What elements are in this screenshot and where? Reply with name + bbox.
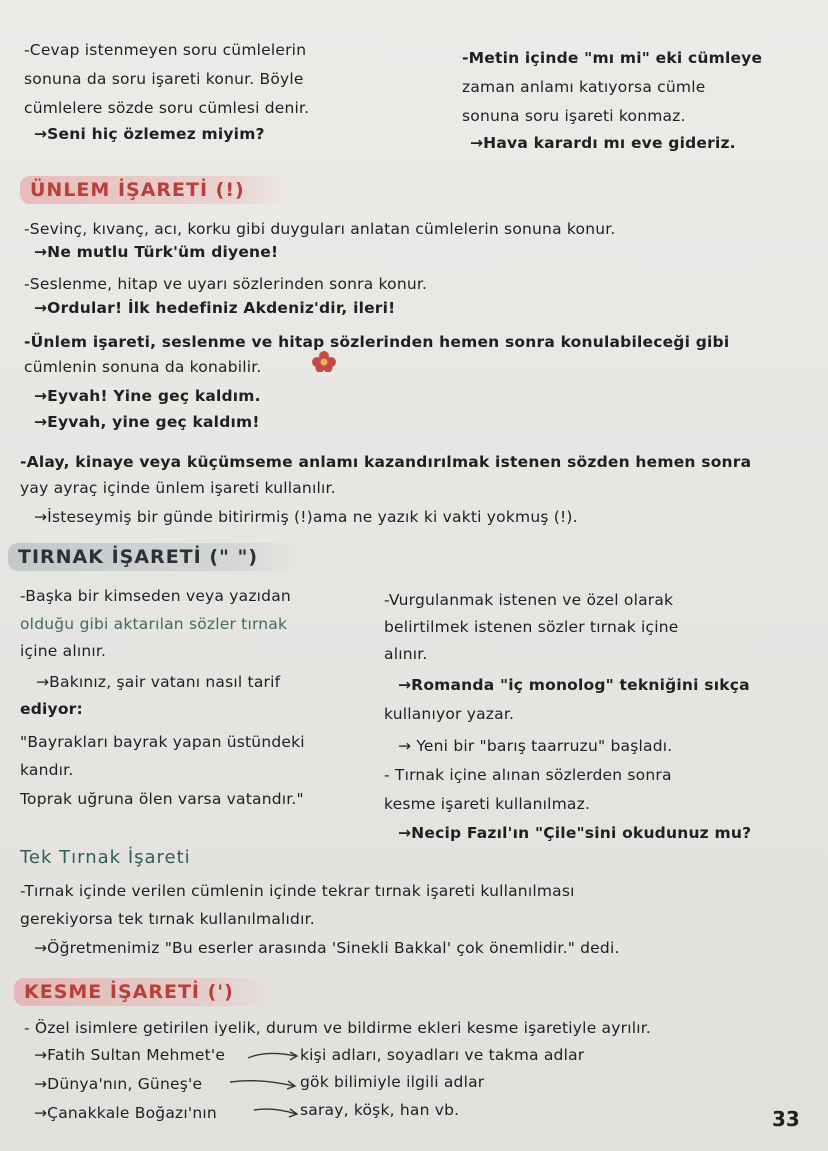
top-right-line-1: -Metin içinde "mı mi" eki cümleye [462,49,763,67]
unlem-heading: ÜNLEM İŞARETİ (!) [20,176,288,204]
tirnak-right-line-4: →Romanda "iç monolog" tekniğini sıkça [398,676,750,694]
top-right-example: →Hava karardı mı eve gideriz. [470,134,736,152]
unlem-rule-3-line-1: -Ünlem işareti, seslenme ve hitap sözlerinden hemen sonra konulabileceği gibi [24,333,730,351]
curved-arrow-icon [246,1050,302,1064]
curved-arrow-icon [228,1076,300,1090]
kesme-example-1: →Fatih Sultan Mehmet'e [34,1046,226,1064]
tirnak-right-line-8: kesme işareti kullanılmaz. [384,795,591,813]
unlem-rule-4-line-1: -Alay, kinaye veya küçümseme anlamı kazandırılmak istenen sözden hemen sonra [20,453,752,471]
unlem-example-1: →Ne mutlu Türk'üm diyene! [34,243,279,261]
tirnak-left-line-3: içine alınır. [20,642,107,660]
kesme-example-3: →Çanakkale Boğazı'nın [34,1104,217,1122]
top-right-line-3: sonuna soru işareti konmaz. [462,107,686,125]
kesme-example-2: →Dünya'nın, Güneş'e [34,1075,203,1093]
tirnak-heading: TIRNAK İŞARETİ (" ") [8,543,296,571]
tirnak-right-line-2: belirtilmek istenen sözler tırnak içine [384,618,679,636]
tirnak-left-line-2: olduğu gibi aktarılan sözler tırnak [20,615,288,633]
tirnak-right-line-7: - Tırnak içine alınan sözlerden sonra [384,766,672,784]
unlem-example-3: →Eyvah! Yine geç kaldım. [34,387,261,405]
tirnak-left-line-1: -Başka bir kimseden veya yazıdan [20,587,291,605]
top-left-line-1: -Cevap istenmeyen soru cümlelerin [24,41,307,59]
kesme-rule: - Özel isimlere getirilen iyelik, durum ve bildirme ekleri kesme işaretiyle ayrılır. [24,1019,651,1037]
unlem-example-4: →Eyvah, yine geç kaldım! [34,413,260,431]
unlem-rule-4-line-2: yay ayraç içinde ünlem işareti kullanılır. [20,479,336,497]
unlem-rule-3-line-2: cümlenin sonuna da konabilir. [24,358,262,376]
tirnak-right-line-9: →Necip Fazıl'ın "Çile"sini okudunuz mu? [398,824,752,842]
top-left-line-2: sonuna da soru işareti konur. Böyle [24,70,304,88]
unlem-example-5: →İsteseymiş bir günde bitirirmiş (!)ama ne yazık ki vakti yokmuş (!). [34,508,578,526]
tirnak-left-line-6: "Bayrakları bayrak yapan üstündeki [20,733,305,751]
tirnak-left-line-5: ediyor: [20,700,83,718]
tirnak-left-line-4: →Bakınız, şair vatanı nasıl tarif [36,673,281,691]
tirnak-left-line-7: kandır. [20,761,74,779]
unlem-rule-2: -Seslenme, hitap ve uyarı sözlerinden sonra konur. [24,275,428,293]
tek-tirnak-line-1: -Tırnak içinde verilen cümlenin içinde tekrar tırnak işareti kullanılması [20,882,575,900]
tirnak-right-line-5: kullanıyor yazar. [384,705,515,723]
tirnak-left-line-8: Toprak uğruna ölen varsa vatandır." [20,790,304,808]
tirnak-right-line-1: -Vurgulanmak istenen ve özel olarak [384,591,674,609]
unlem-example-2: →Ordular! İlk hedefiniz Akdeniz'dir, ileri! [34,299,396,317]
kesme-heading: KESME İŞARETİ (') [14,978,268,1006]
tirnak-right-line-3: alınır. [384,645,428,663]
unlem-rule-1 [24,219,616,239]
kesme-example-3-note: saray, köşk, han vb. [300,1101,460,1119]
tek-tirnak-heading: Tek Tırnak İşareti [20,847,191,868]
kesme-example-2-note: gök bilimiyle ilgili adlar [300,1073,485,1091]
kesme-example-1-note: kişi adları, soyadları ve takma adlar [300,1046,585,1064]
tek-tirnak-line-2: gerekiyorsa tek tırnak kullanılmalıdır. [20,910,315,928]
top-left-line-3: cümlelere sözde soru cümlesi denir. [24,99,310,117]
top-right-line-2: zaman anlamı katıyorsa cümle [462,78,706,96]
top-left-example: →Seni hiç özlemez miyim? [34,125,265,143]
page-number: 33 [772,1107,800,1131]
curved-arrow-icon [252,1104,302,1118]
flower-sticker-icon [312,350,336,372]
unlem-rule-1-text: -Sevinç, kıvanç, acı, korku gibi duyguları anlatan cümlelerin sonuna konur. [24,220,616,238]
tek-tirnak-example: →Öğretmenimiz "Bu eserler arasında 'Sinekli Bakkal' çok önemlidir." dedi. [34,939,620,957]
tirnak-right-line-6: → Yeni bir "barış taarruzu" başladı. [398,737,673,755]
